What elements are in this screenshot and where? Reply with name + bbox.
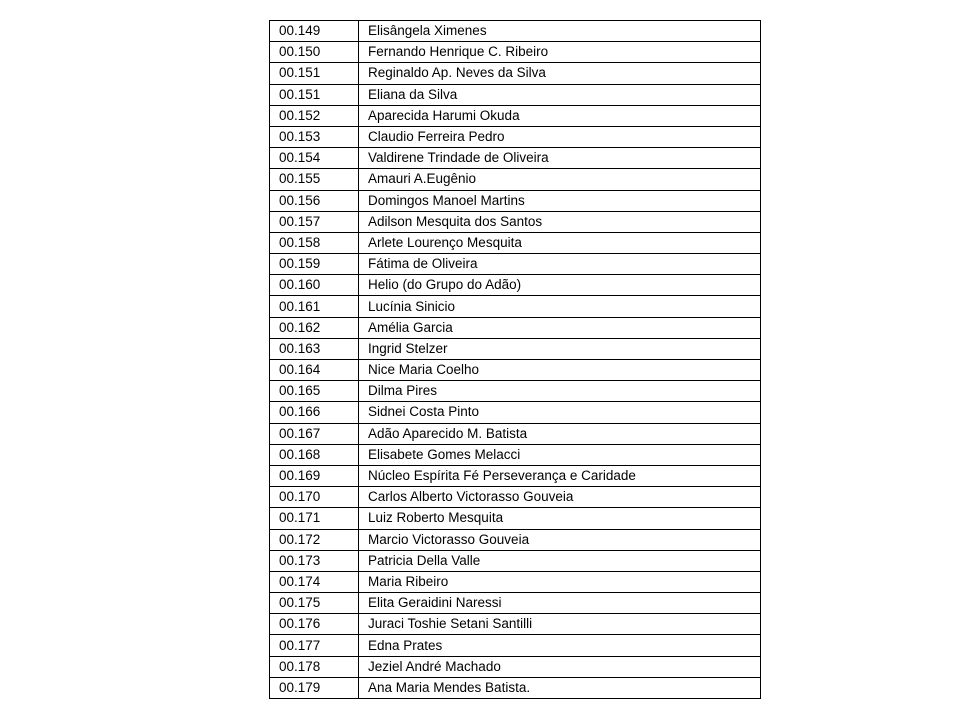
table-row [270,169,761,190]
member-code-cell: 00.151 [270,63,359,84]
member-code-cell: 00.159 [270,254,359,275]
member-name-cell: Adão Aparecido M. Batista [359,423,761,444]
member-name-cell: Elisabete Gomes Melacci [359,444,761,465]
table-row [270,571,761,592]
member-name-cell: Fátima de Oliveira [359,254,761,275]
table-row [270,635,761,656]
table-row [270,444,761,465]
member-name-cell: Eliana da Silva [359,84,761,105]
member-code-cell: 00.175 [270,593,359,614]
member-code-cell: 00.155 [270,169,359,190]
member-code-cell: 00.173 [270,550,359,571]
member-code-cell: 00.163 [270,338,359,359]
table-row [270,550,761,571]
table-row [270,63,761,84]
member-name-cell: Amélia Garcia [359,317,761,338]
member-name-cell: Sidnei Costa Pinto [359,402,761,423]
member-name-cell: Edna Prates [359,635,761,656]
table-row [270,593,761,614]
table-row [270,126,761,147]
member-code-cell: 00.176 [270,614,359,635]
member-name-cell: Núcleo Espírita Fé Perseverança e Caridade [359,465,761,486]
member-code-cell: 00.164 [270,360,359,381]
table-row [270,656,761,677]
member-code-cell: 00.152 [270,105,359,126]
member-code-cell: 00.162 [270,317,359,338]
table-row [270,360,761,381]
table-row [270,190,761,211]
member-name-cell: Luiz Roberto Mesquita [359,508,761,529]
table-row [270,296,761,317]
member-name-cell: Valdirene Trindade de Oliveira [359,148,761,169]
table-row [270,84,761,105]
member-code-cell: 00.167 [270,423,359,444]
member-name-cell: Arlete Lourenço Mesquita [359,232,761,253]
table-row [270,423,761,444]
member-name-cell: Patricia Della Valle [359,550,761,571]
table-row [270,529,761,550]
member-code-cell: 00.172 [270,529,359,550]
member-code-cell: 00.149 [270,21,359,42]
table-row [270,614,761,635]
member-name-cell: Elisângela Ximenes [359,21,761,42]
member-name-cell: Carlos Alberto Victorasso Gouveia [359,487,761,508]
table-row [270,232,761,253]
member-name-cell: Amauri A.Eugênio [359,169,761,190]
table-row [270,42,761,63]
member-code-cell: 00.154 [270,148,359,169]
member-code-cell: 00.158 [270,232,359,253]
member-name-cell: Lucínia Sinicio [359,296,761,317]
table-row [270,275,761,296]
member-name-cell: Marcio Victorasso Gouveia [359,529,761,550]
member-name-cell: Aparecida Harumi Okuda [359,105,761,126]
member-code-cell: 00.168 [270,444,359,465]
table-row [270,148,761,169]
table-row [270,381,761,402]
member-code-cell: 00.166 [270,402,359,423]
table-row [270,508,761,529]
member-name-cell: Juraci Toshie Setani Santilli [359,614,761,635]
member-code-cell: 00.151 [270,84,359,105]
member-name-cell: Ingrid Stelzer [359,338,761,359]
member-name-cell: Helio (do Grupo do Adão) [359,275,761,296]
table-row [270,21,761,42]
table-row [270,105,761,126]
member-code-cell: 00.153 [270,126,359,147]
member-name-cell: Reginaldo Ap. Neves da Silva [359,63,761,84]
member-code-cell: 00.160 [270,275,359,296]
member-code-cell: 00.150 [270,42,359,63]
table-row [270,211,761,232]
member-name-cell: Ana Maria Mendes Batista. [359,677,761,698]
table-row [270,317,761,338]
member-name-cell: Maria Ribeiro [359,571,761,592]
member-code-cell: 00.179 [270,677,359,698]
member-name-cell: Nice Maria Coelho [359,360,761,381]
member-name-cell: Domingos Manoel Martins [359,190,761,211]
member-code-cell: 00.169 [270,465,359,486]
member-code-cell: 00.178 [270,656,359,677]
member-code-cell: 00.177 [270,635,359,656]
member-name-cell: Adilson Mesquita dos Santos [359,211,761,232]
member-code-cell: 00.174 [270,571,359,592]
table-row [270,487,761,508]
table-row [270,465,761,486]
member-name-cell: Claudio Ferreira Pedro [359,126,761,147]
table-row [270,254,761,275]
table-row [270,338,761,359]
member-code-cell: 00.171 [270,508,359,529]
member-name-cell: Fernando Henrique C. Ribeiro [359,42,761,63]
member-name-cell: Elita Geraidini Naressi [359,593,761,614]
member-name-cell: Dilma Pires [359,381,761,402]
member-code-cell: 00.157 [270,211,359,232]
member-code-cell: 00.165 [270,381,359,402]
member-table [269,20,761,699]
member-name-cell: Jeziel André Machado [359,656,761,677]
member-code-cell: 00.161 [270,296,359,317]
member-code-cell: 00.156 [270,190,359,211]
member-table-body [270,21,761,699]
table-row [270,677,761,698]
table-row [270,402,761,423]
member-code-cell: 00.170 [270,487,359,508]
